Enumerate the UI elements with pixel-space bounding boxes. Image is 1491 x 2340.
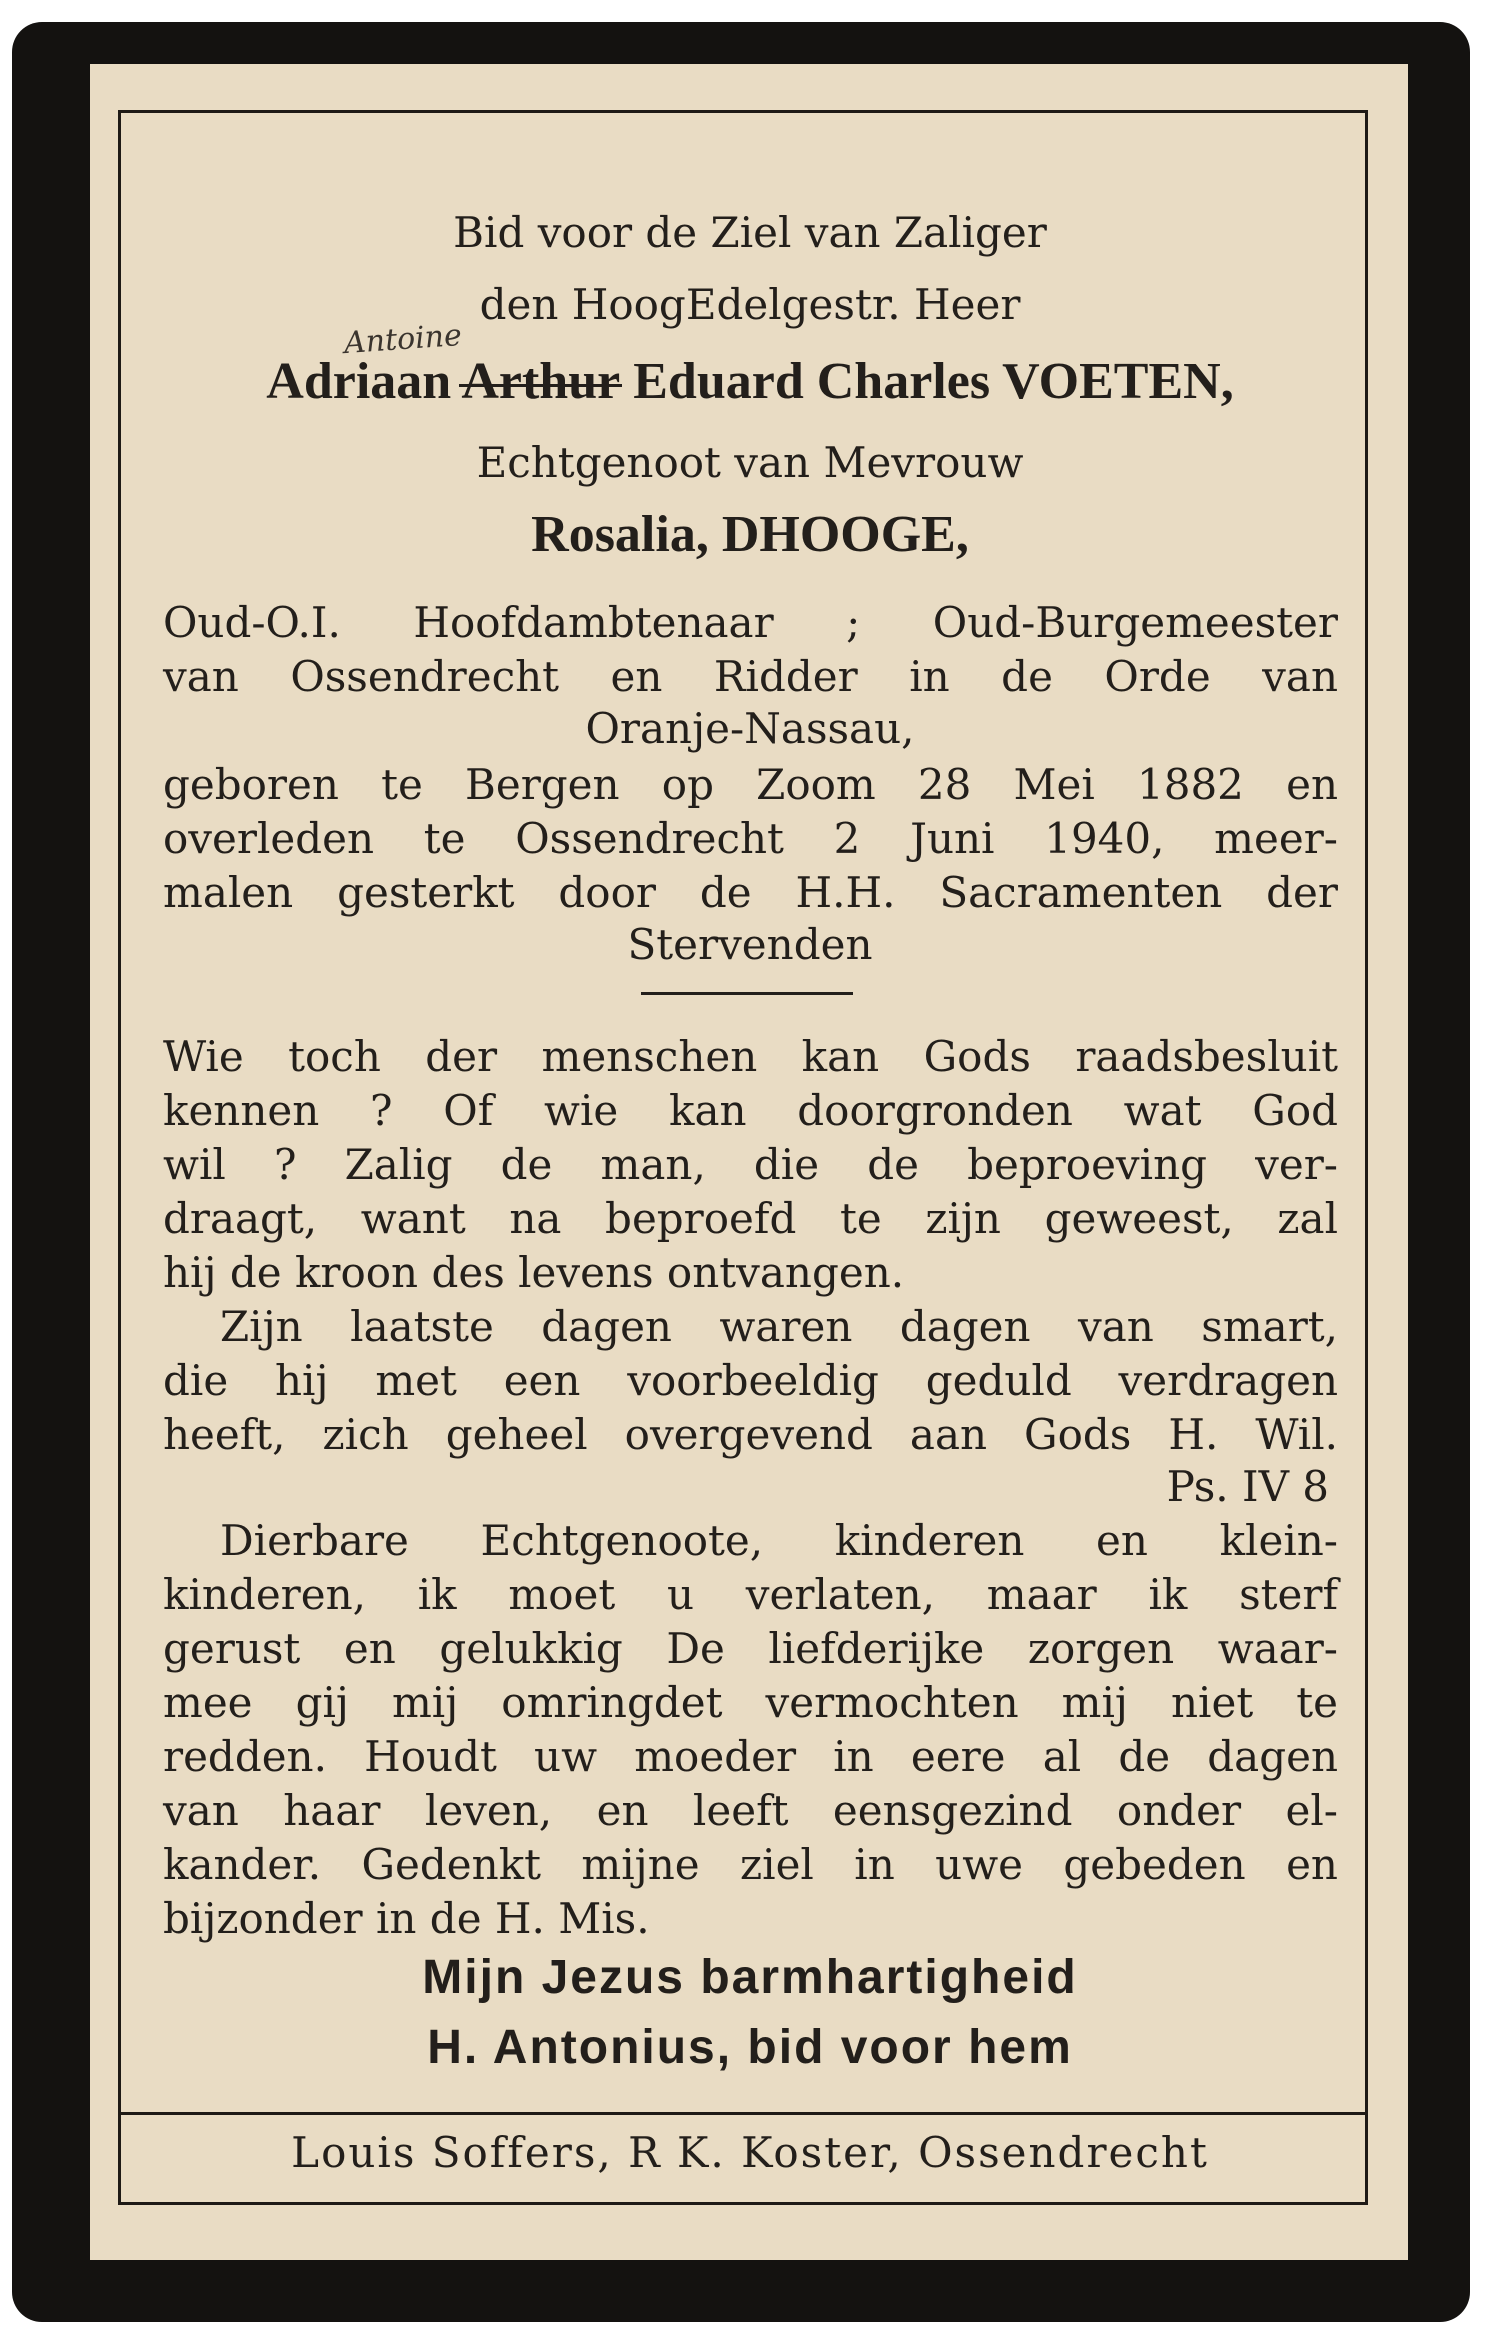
para3-line-6: van haar leven, en leeft eensgezind onder el- <box>163 1786 1338 1835</box>
para1-line-4: draagt, want na beproefd te zijn geweest, zal <box>163 1194 1338 1243</box>
section-divider <box>641 992 853 995</box>
para3-line-1: Dierbare Echtgenoote, kinderen en klein- <box>220 1516 1338 1565</box>
bio-line-4: geboren te Bergen op Zoom 28 Mei 1882 en <box>163 760 1338 809</box>
deceased-first-name: Adriaan <box>266 353 452 410</box>
spouse-intro: Echtgenoot van Mevrouw <box>476 438 1024 487</box>
para2-line-2: die hij met een voorbeeldig geduld verdragen <box>163 1356 1338 1405</box>
prayer-line-2: H. Antonius, bid voor hem <box>427 2021 1073 2074</box>
bio-line-3: Oranje-Nassau, <box>585 704 915 753</box>
deceased-name <box>160 353 1340 410</box>
prayer-line-1: Mijn Jezus barmhartigheid <box>422 1951 1078 2004</box>
bio-line-2: van Ossendrecht en Ridder in de Orde van <box>163 652 1338 701</box>
para1-line-3: wil ? Zalig de man, die de beproeving ver- <box>163 1140 1338 1189</box>
para2-line-1: Zijn laatste dagen waren dagen van smart, <box>220 1302 1338 1351</box>
para3-line-7: kander. Gedenkt mijne ziel in uwe gebeden en <box>163 1840 1338 1889</box>
para2-line-3: heeft, zich geheel overgevend aan Gods H. Wil. <box>163 1410 1338 1459</box>
bio-line-6: malen gesterkt door de H.H. Sacramenten der <box>163 868 1338 917</box>
para3-line-2: kinderen, ik moet u verlaten, maar ik sterf <box>163 1570 1338 1619</box>
bio-line-5: overleden te Ossendrecht 2 Juni 1940, meer- <box>163 814 1338 863</box>
header-line-1: Bid voor de Ziel van Zaliger <box>453 208 1047 257</box>
para3-line-5: redden. Houdt uw moeder in eere al de dagen <box>163 1732 1338 1781</box>
para1-line-1: Wie toch der menschen kan Gods raadsbesluit <box>163 1032 1338 1081</box>
para1-line-2: kennen ? Of wie kan doorgronden wat God <box>163 1086 1338 1135</box>
struck-name: Arthur <box>461 353 621 410</box>
bio-line-1: Oud-O.I. Hoofdambtenaar ; Oud-Burgemeester <box>163 598 1338 647</box>
para1-line-5: hij de kroon des levens ontvangen. <box>163 1248 905 1297</box>
psalm-reference: Ps. IV 8 <box>1166 1462 1329 1511</box>
header-line-2: den HoogEdelgestr. Heer <box>479 280 1021 329</box>
para3-line-3: gerust en gelukkig De liefderijke zorgen waar- <box>163 1624 1338 1673</box>
deceased-remaining-names: Eduard Charles VOETEN, <box>633 353 1234 410</box>
bio-line-7: Stervenden <box>627 920 873 969</box>
para3-line-4: mee gij mij omringdet vermochten mij niet te <box>163 1678 1338 1727</box>
printer-credit: Louis Soffers, R K. Koster, Ossendrecht <box>291 2128 1209 2177</box>
spouse-name: Rosalia, DHOOGE, <box>531 506 969 563</box>
handwritten-correction: Antoine <box>342 317 463 362</box>
para3-line-8: bijzonder in de H. Mis. <box>163 1894 650 1943</box>
printer-divider <box>118 2112 1368 2115</box>
